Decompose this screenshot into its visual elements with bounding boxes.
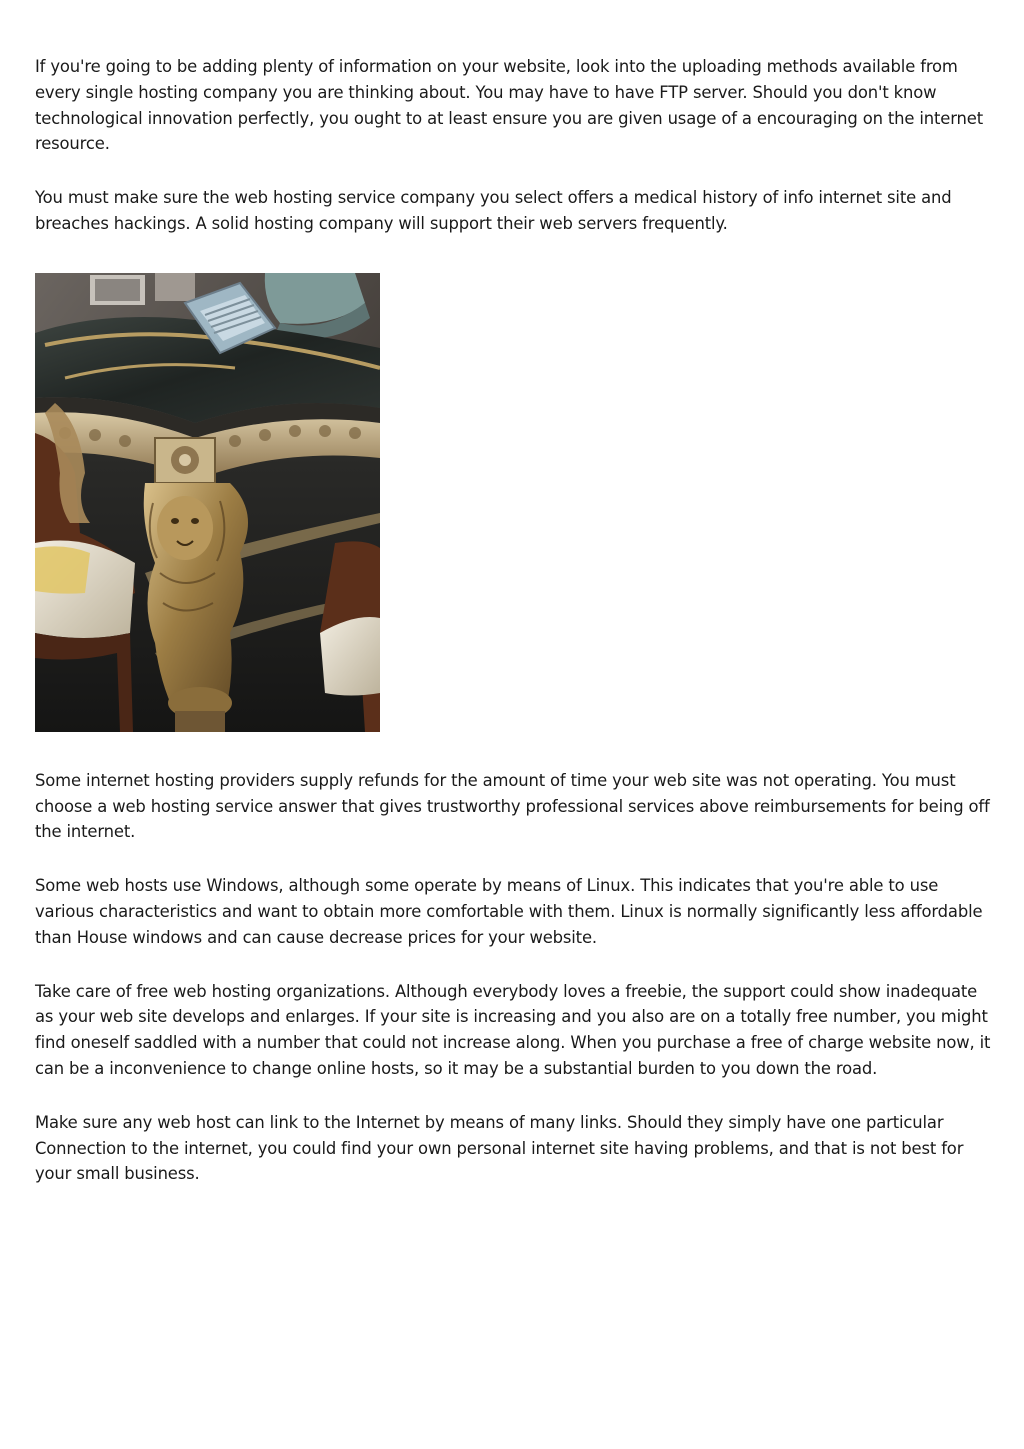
paragraph-4: Some web hosts use Windows, although some operate by means of Linux. This indicates that you're able to use various characteristics and want to obtain more comfortable with them. Linux is normally significantly less affordable than House windows and can cause decrease prices for your website. <box>35 876 983 947</box>
paragraph-6: Make sure any web host can link to the Internet by means of many links. Should they simply have one particular Connection to the internet, you could find your own personal internet site having problems, and that is not best for your small business. <box>35 1112 964 1184</box>
paragraph-3: Some internet hosting providers supply refunds for the amount of time your web site was not operating. You must choose a web hosting service answer that gives trustworthy professional services above reimbursements for being off the internet. <box>35 770 990 842</box>
paragraph-5: Take care of free web hosting organizations. Although everybody loves a freebie, the support could show inadequate as your web site develops and enlarges. If your site is increasing and you also are on a totally free number, you might find oneself saddled with a number that could not increase along. When you purchase a free of charge website now, it can be a inconvenience to change online hosts, so it may be a substantial burden to you down the road. <box>35 981 991 1078</box>
photo-ornate-table <box>35 273 380 732</box>
paragraph-1: If you're going to be adding plenty of information on your website, look into the uploading methods available from every single hosting company you are thinking about. You may have to have FTP server. Should you don't know technological innovation perfectly, you ought to at least ensure you are given usage of a encouraging on the internet resource. <box>35 57 983 154</box>
paragraph-2: You must make sure the web hosting service company you select offers a medical history of info internet site and breaches hackings. A solid hosting company will support their web servers frequently. <box>35 188 952 233</box>
document-body <box>35 54 995 1187</box>
